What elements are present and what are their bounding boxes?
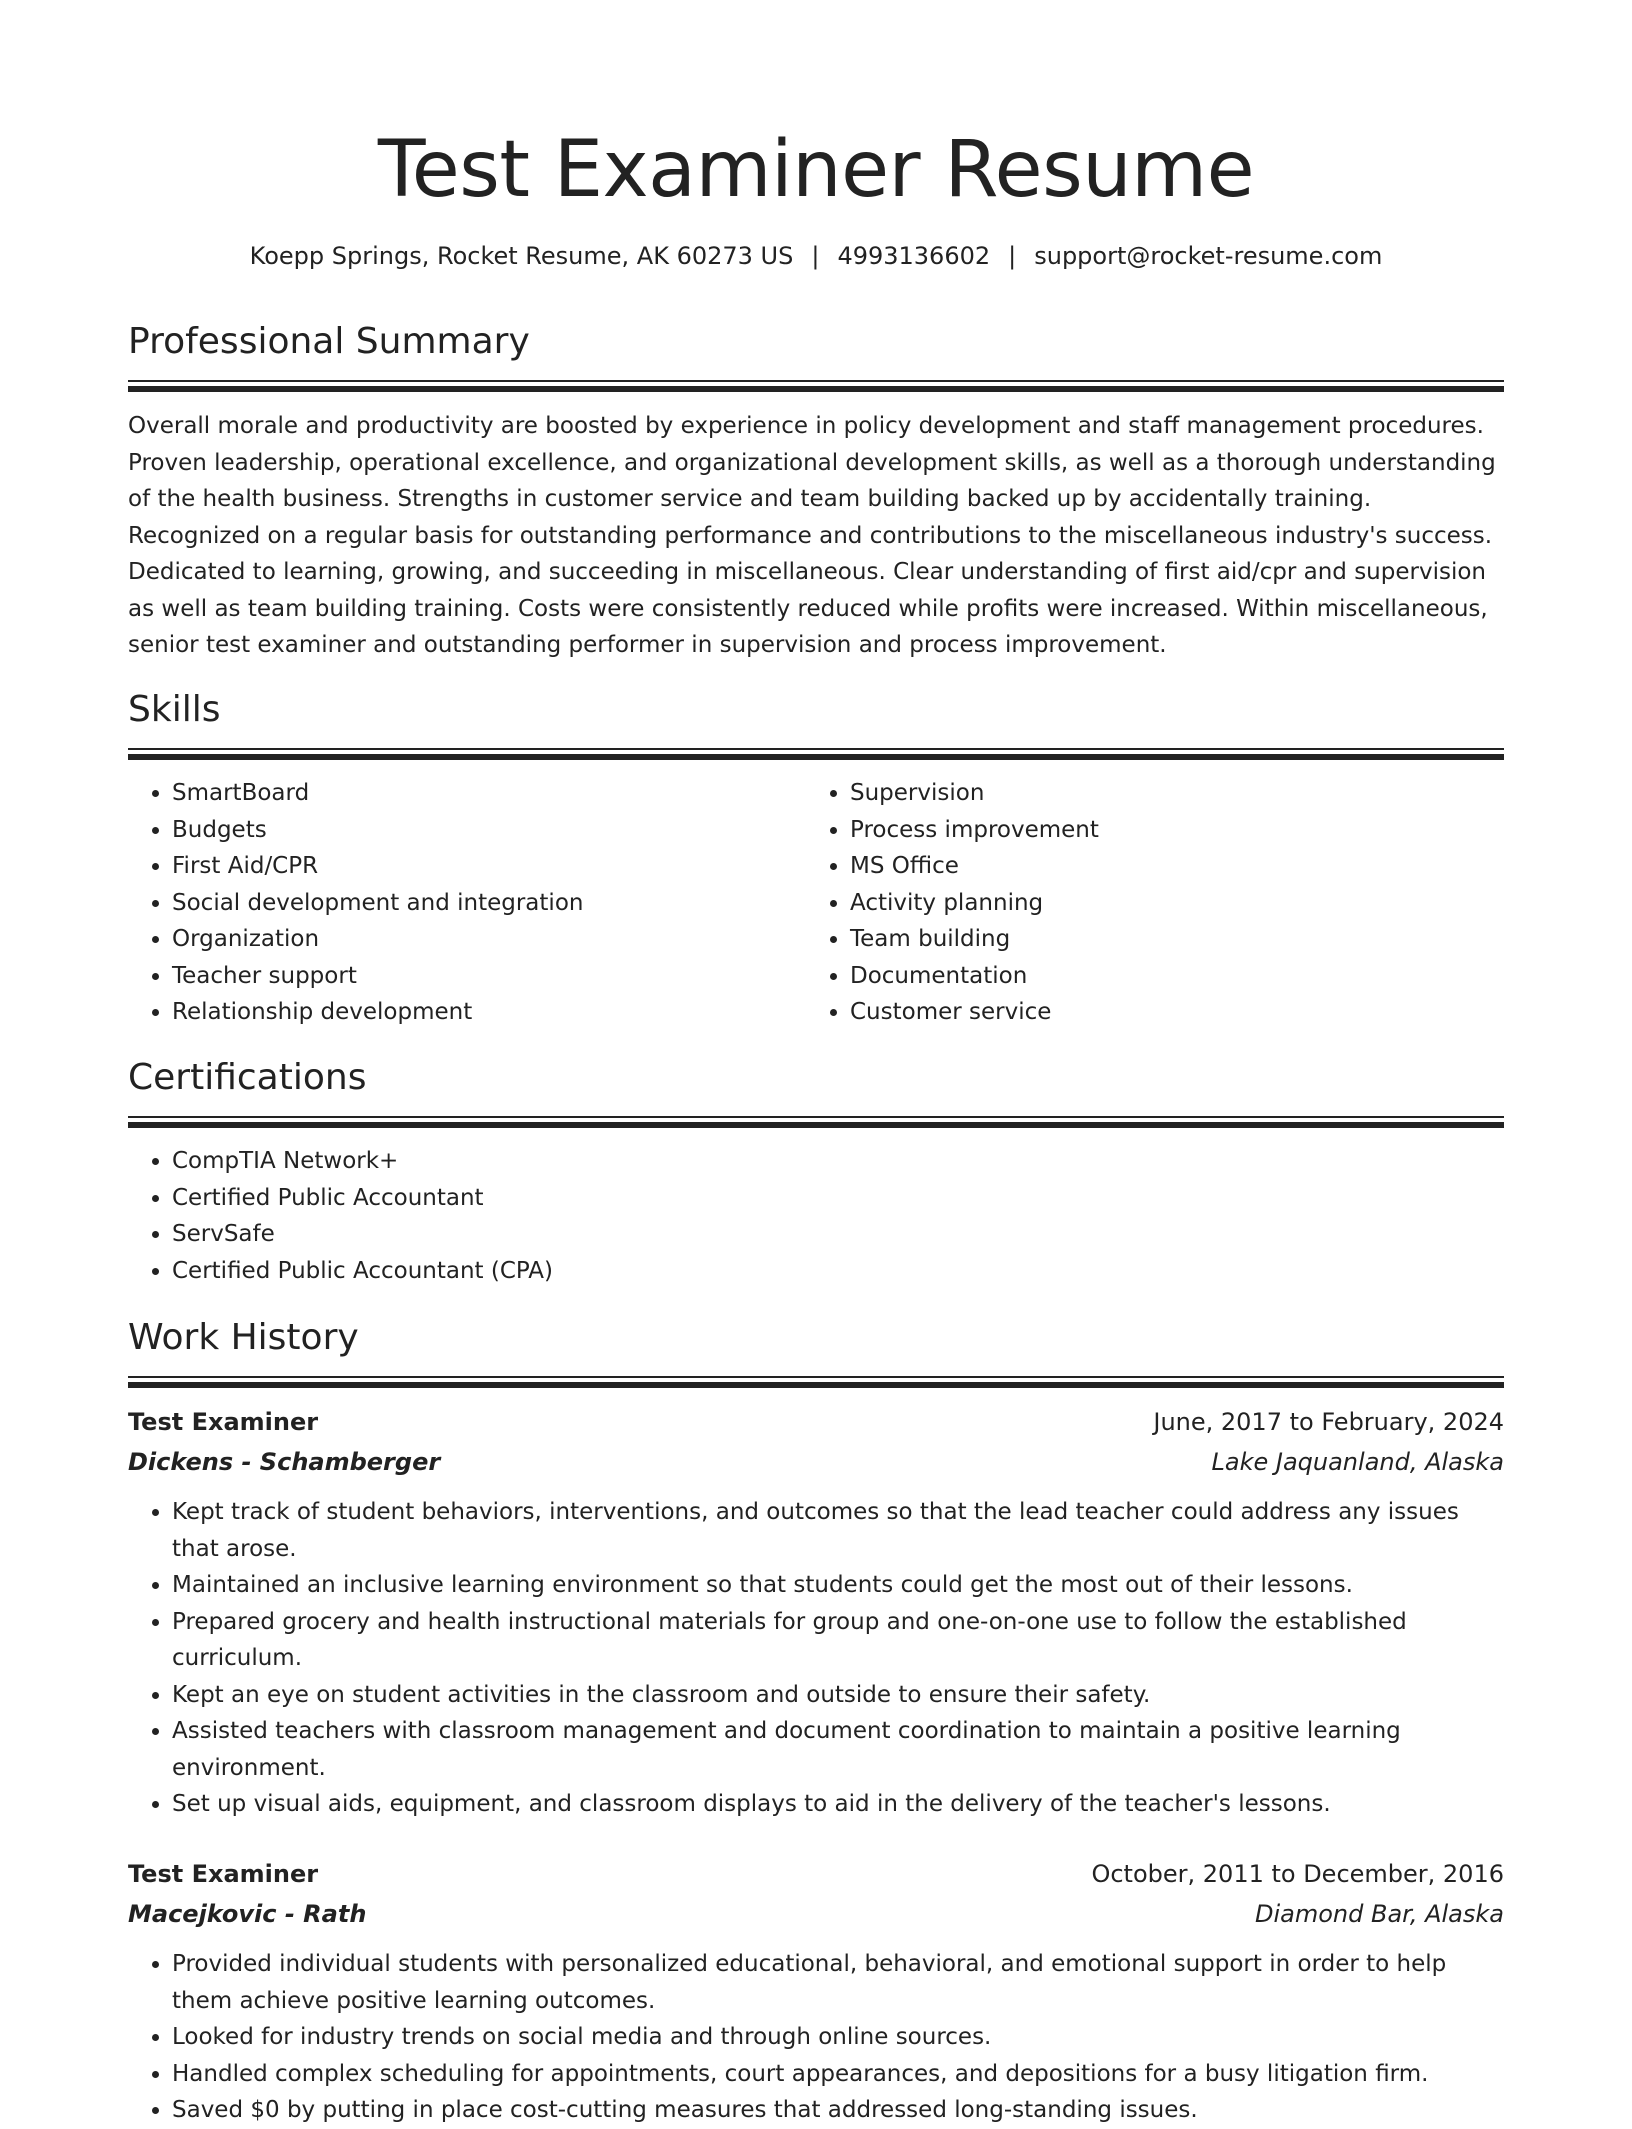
- job-duty-item: • Provided individual students with personalized educational, behavioral, and emotional support in order to help them achieve positive learning outcomes.: [172, 1946, 1504, 2019]
- job-duties-list: [128, 1494, 1504, 1823]
- section-title-certifications: Certifications: [128, 1057, 367, 1098]
- contact-address: Koepp Springs, Rocket Resume, AK 60273 US: [249, 242, 794, 270]
- job-entry: [128, 1854, 1504, 2129]
- certification-item: • Certified Public Accountant: [172, 1180, 1504, 1217]
- section-divider-thick: [128, 386, 1504, 392]
- job-title: Test Examiner: [128, 1860, 319, 1888]
- job-duty-item: • Saved $0 by putting in place cost-cutting measures that addressed long-standing issues.: [172, 2092, 1504, 2129]
- contact-separator: |: [1008, 242, 1017, 270]
- section-header-work-history: [128, 1316, 1504, 1388]
- section-divider-thick: [128, 1122, 1504, 1128]
- job-duty-item: • Assisted teachers with classroom management and document coordination to maintain a positive learning environment.: [172, 1713, 1504, 1786]
- summary-text: Overall morale and productivity are boosted by experience in policy development and staff management procedures. Proven leadership, operational excellence, and organizational development skills, as well as a thorough understanding of the health business. Strengths in customer service and team building backed up by accidentally training. Recognized on a regular basis for outstanding performance and contributions to the miscellaneous industry's success. Dedicated to learning, growing, and succeeding in miscellaneous. Clear understanding of first aid/cpr and supervision as well as team building training. Costs were consistently reduced while profits were increased. Within miscellaneous, senior test examiner and outstanding performer in supervision and process improvement.: [128, 413, 1496, 658]
- job-duty-item: • Maintained an inclusive learning environment so that students could get the most out of their lessons.: [172, 1567, 1504, 1604]
- section-divider-thick: [128, 754, 1504, 760]
- job-company-row: [128, 1894, 1504, 1934]
- skill-item: • SmartBoard: [172, 775, 788, 812]
- job-company-row: [128, 1442, 1504, 1482]
- section-title-work-history: Work History: [128, 1317, 359, 1358]
- job-duty-item: • Handled complex scheduling for appointments, court appearances, and depositions for a busy litigation firm.: [172, 2056, 1504, 2093]
- section-divider-thick: [128, 1382, 1504, 1388]
- contact-phone: 4993136602: [837, 242, 991, 270]
- contact-separator: |: [811, 242, 820, 270]
- job-duties-list: [128, 1946, 1504, 2129]
- skill-item: • Customer service: [850, 994, 1466, 1031]
- job-duty-item: • Kept track of student behaviors, interventions, and outcomes so that the lead teacher could address any issues that arose.: [172, 1494, 1504, 1567]
- job-title: Test Examiner: [128, 1408, 319, 1436]
- certifications-list: [128, 1143, 1504, 1289]
- skill-item: • First Aid/CPR: [172, 848, 788, 885]
- section-divider: [128, 1116, 1504, 1118]
- skills-column-left: [128, 775, 788, 1031]
- job-location: Lake Jaquanland, Alaska: [1211, 1448, 1504, 1476]
- job-company: Dickens - Schamberger: [128, 1448, 441, 1476]
- job-company: Macejkovic - Rath: [128, 1900, 367, 1928]
- skill-item: • Teacher support: [172, 958, 788, 995]
- section-header-summary: [128, 320, 1504, 392]
- section-divider: [128, 380, 1504, 382]
- resume-title: Test Examiner Resume: [377, 125, 1255, 215]
- job-dates: June, 2017 to February, 2024: [1153, 1408, 1504, 1436]
- job-duty-item: • Prepared grocery and health instructional materials for group and one-on-one use to follow the established curriculum.: [172, 1604, 1504, 1677]
- job-duty-item: • Set up visual aids, equipment, and classroom displays to aid in the delivery of the teacher's lessons.: [172, 1786, 1504, 1823]
- contact-email: support@rocket-resume.com: [1034, 242, 1383, 270]
- skill-item: • Budgets: [172, 812, 788, 849]
- certification-item: • CompTIA Network+: [172, 1143, 1504, 1180]
- job-dates: October, 2011 to December, 2016: [1091, 1860, 1504, 1888]
- skill-item: • Process improvement: [850, 812, 1466, 849]
- job-header-row: [128, 1402, 1504, 1442]
- skill-item: • Social development and integration: [172, 885, 788, 922]
- skill-item: • Team building: [850, 921, 1466, 958]
- job-duty-item: • Looked for industry trends on social media and through online sources.: [172, 2019, 1504, 2056]
- certification-item: • ServSafe: [172, 1216, 1504, 1253]
- certification-item: • Certified Public Accountant (CPA): [172, 1253, 1504, 1290]
- job-duty-item: • Kept an eye on student activities in the classroom and outside to ensure their safety.: [172, 1677, 1504, 1714]
- section-title-summary: Professional Summary: [128, 321, 530, 362]
- skill-item: • Supervision: [850, 775, 1466, 812]
- section-header-skills: [128, 688, 1504, 760]
- skills-column-right: [806, 775, 1466, 1031]
- skill-item: • Relationship development: [172, 994, 788, 1031]
- skill-item: • Organization: [172, 921, 788, 958]
- job-location: Diamond Bar, Alaska: [1255, 1900, 1504, 1928]
- section-title-skills: Skills: [128, 689, 221, 730]
- job-header-row: [128, 1854, 1504, 1894]
- skill-item: • Activity planning: [850, 885, 1466, 922]
- skill-item: • Documentation: [850, 958, 1466, 995]
- section-header-certifications: [128, 1056, 1504, 1128]
- section-divider: [128, 748, 1504, 750]
- contact-line: [128, 240, 1504, 272]
- job-entry: [128, 1402, 1504, 1823]
- skill-item: • MS Office: [850, 848, 1466, 885]
- section-divider: [128, 1376, 1504, 1378]
